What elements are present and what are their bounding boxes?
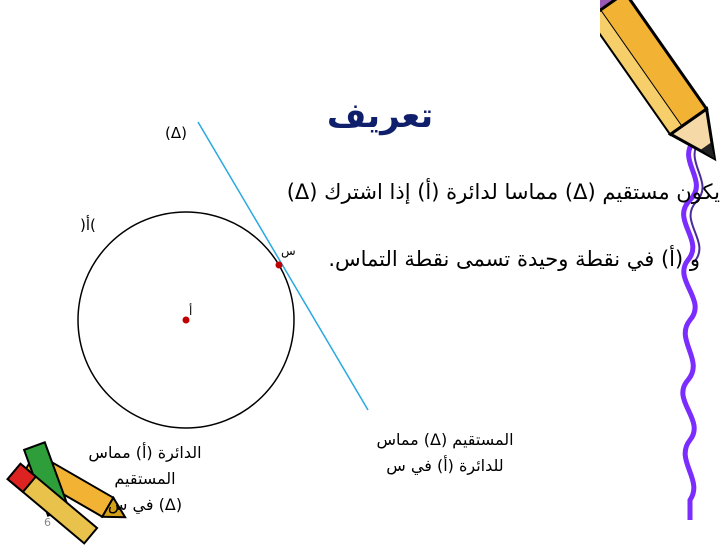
definition-line-1: يكون مستقيم (Δ) مماسا لدائرة (أ) إذا اشترك (Δ) (286, 180, 720, 204)
center-label: أ (189, 304, 193, 318)
caption-right (340, 427, 550, 479)
slide-title: تعريف (326, 96, 434, 136)
tangent-point-label: س (281, 244, 296, 258)
circle-label: )أ( (80, 216, 96, 234)
caption-left (60, 440, 230, 518)
caption-right-line-2: للدائرة (أ) في س (386, 456, 504, 475)
page-number: 6 (44, 516, 51, 529)
definition-line-2: و (أ) في نقطة وحيدة تسمى نقطة التماس. (328, 247, 700, 271)
caption-left-line-2: (Δ) في س (107, 495, 183, 514)
caption-right-line-1: المستقيم (Δ) مماس (376, 430, 514, 449)
line-label: (Δ) (165, 124, 187, 142)
caption-left-line-1: الدائرة (أ) مماس المستقيم (88, 443, 202, 488)
